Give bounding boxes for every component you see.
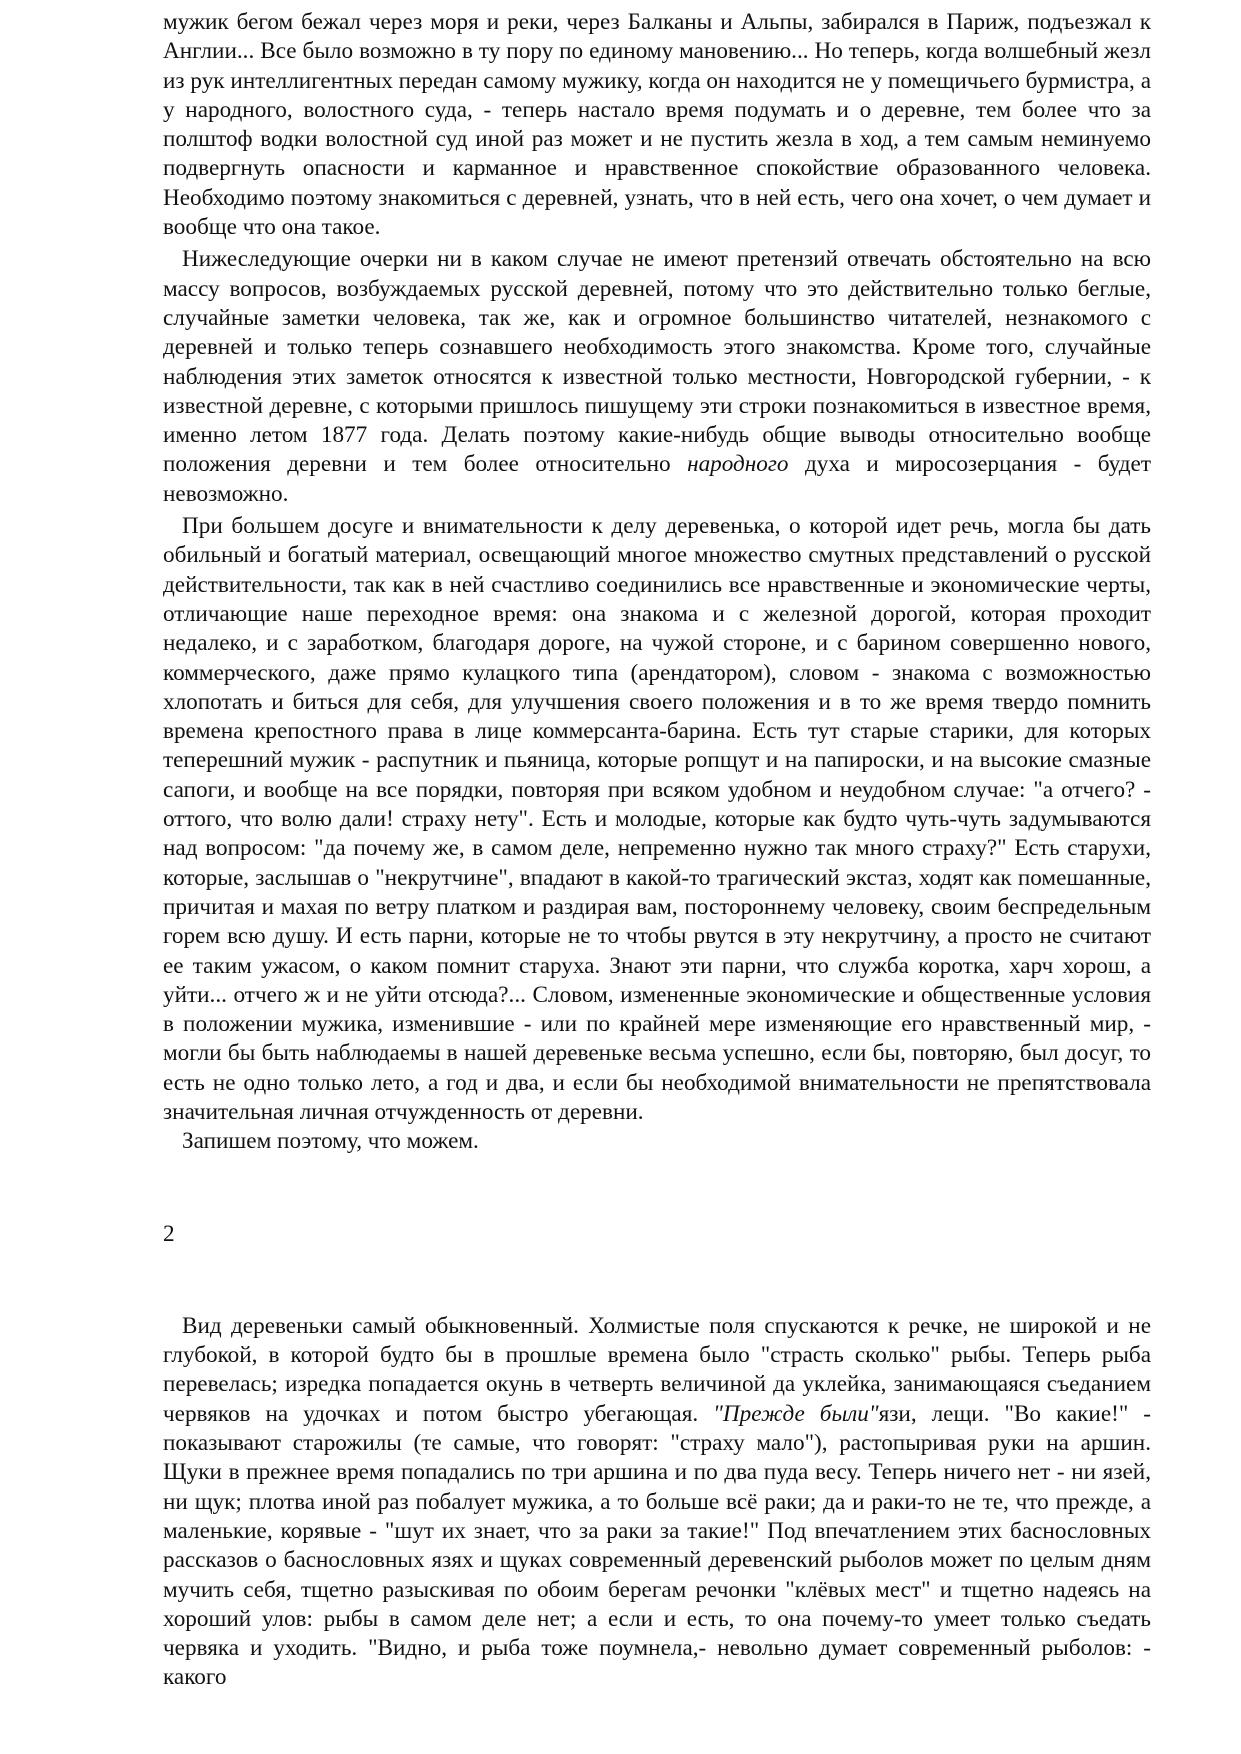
paragraph-5-text-end: язи, лещи. "Во какие!" - показывают старожилы (те самые, что говорят: "страху мало"), растопыривая руки на аршин. Щуки в прежнее время попадались по три аршина и по два пуда весу. Теперь ничего нет - ни язей, ни щук; плотва иной раз побалует мужика, а то больше всё раки; да и раки-то не те, что прежде, а маленькие, корявые - "шут их знает, что за раки за такие!" Под впечатлением этих баснословных рассказов о баснословных язях и щуках современный деревенский рыболов может по целым дням мучить себя, тщетно разыскивая по обоим берегам речонки "клёвых мест" и тщетно надеясь на хороший улов: рыбы в самом деле нет; а если и есть, то она почему-то умеет только съедать червяка и уходить. "Видно, и рыба тоже поумнела,- невольно думает современный рыболов: - какого [163,1400,1152,1691]
paragraph-5-italic: "Прежде были" [713,1400,879,1427]
paragraph-2-text-end: духа и миросозерцания - будет невозможно. [163,451,1151,507]
paragraph-5-text-start: Вид деревеньки самый обыкновенный. Холмистые поля спускаются к речке, не широкой и не глубокой, в которой будто бы в прошлые времена было "страсть сколько" рыбы. Теперь рыба перевелась; изредка попадается окунь в четверть величиной да уклейка, занимающаяся съеданием червяков на удочках и потом быстро убегающая. [163,1312,1151,1427]
paragraph-1: мужик бегом бежал через моря и реки, через Балканы и Альпы, забирался в Париж, подъезжал к Англии... Все было возможно в ту пору по единому мановению... Но теперь, когда волшебный жезл из рук интеллигентных передан самому мужику, когда он находится не у помещичьего бурмистра, а у народного, волостного суда, - теперь настало время подумать и о деревне, тем более что за полштоф водки волостной суд иной раз может и не пустить жезла в ход, а тем самым неминуемо подвергнуть опасности и карманное и нравственное спокойствие образованного человека. Необходимо поэтому знакомиться с деревней, узнать, что в ней есть, чего она хочет, о чем думает и вообще что она такое. [163,9,1151,241]
paragraph-2-text-start: Нижеследующие очерки ни в каком случае не имеют претензий отвечать обстоятельно на всю массу вопросов, возбуждаемых русской деревней, потому что это действительно только беглые, случайные заметки человека, так же, как и огромное большинство читателей, незнакомого с деревней и только теперь сознавшего необходимость этого знакомства. Кроме того, случайные наблюдения этих заметок относятся к известной только местности, Новгородской губернии, - к известной деревне, с которыми пришлось пишущему эти строки познакомиться в известное время, именно летом 1877 года. Делать поэтому какие-нибудь общие выводы относительно вообще положения деревни и тем более относительно [163,246,1151,478]
section-number: 2 [163,1220,175,1247]
document-page [163,8,1151,1693]
paragraph-5 [163,1312,1151,1693]
paragraph-4: Запишем поэтому, что можем. [182,1128,479,1155]
paragraph-2 [163,245,1151,509]
paragraph-2-italic: народного [687,451,789,478]
paragraph-3: При большем досуге и внимательности к делу деревенька, о которой идет речь, могла бы дать обильный и богатый материал, освещающий многое множество смутных представлений о русской действительности, так как в ней счастливо соединились все нравственные и экономические черты, отличающие наше переходное время: она знакома и с железной дорогой, которая проходит недалеко, и с заработком, благодаря дороге, на чужой стороне, и с барином совершенно нового, коммерческого, даже прямо кулацкого типа (арендатором), словом - знакома с возможностью хлопотать и биться для себя, для улучшения своего положения и в то же время твердо помнить времена крепостного права в лице коммерсанта-барина. Есть тут старые старики, для которых теперешний мужик - распутник и пьяница, которые ропщут и на папироски, и на высокие смазные сапоги, и вообще на все порядки, повторяя при всяком удобном и неудобном случае: "а отчего? - оттого, что волю дали! страху нету". Есть и молодые, которые как будто чуть-чуть задумываются над вопросом: "да почему же, в самом деле, непременно нужно так много страху?" Есть старухи, которые, заслышав о "некрутчине", впадают в какой-то трагический экстаз, ходят как помешанные, причитая и махая по ветру платком и раздирая вам, постороннему человеку, своим беспредельным горем всю душу. И есть парни, которые не то чтобы рвутся в эту некрутчину, а просто не считают ее таким ужасом, о каком помнит старуха. Знают эти парни, что служба коротка, харч хорош, а уйти... отчего ж и не уйти отсюда?... Словом, измененные экономические и общественные условия в положении мужика, изменившие - или по крайней мере изменяющие его нравственный мир, - могли бы быть наблюдаемы в нашей деревеньке весьма успешно, если бы, повторяю, был досуг, то есть не одно только лето, а год и два, и если бы необходимой внимательности не препятствовала значительная личная отчужденность от деревни. [163,513,1151,1125]
